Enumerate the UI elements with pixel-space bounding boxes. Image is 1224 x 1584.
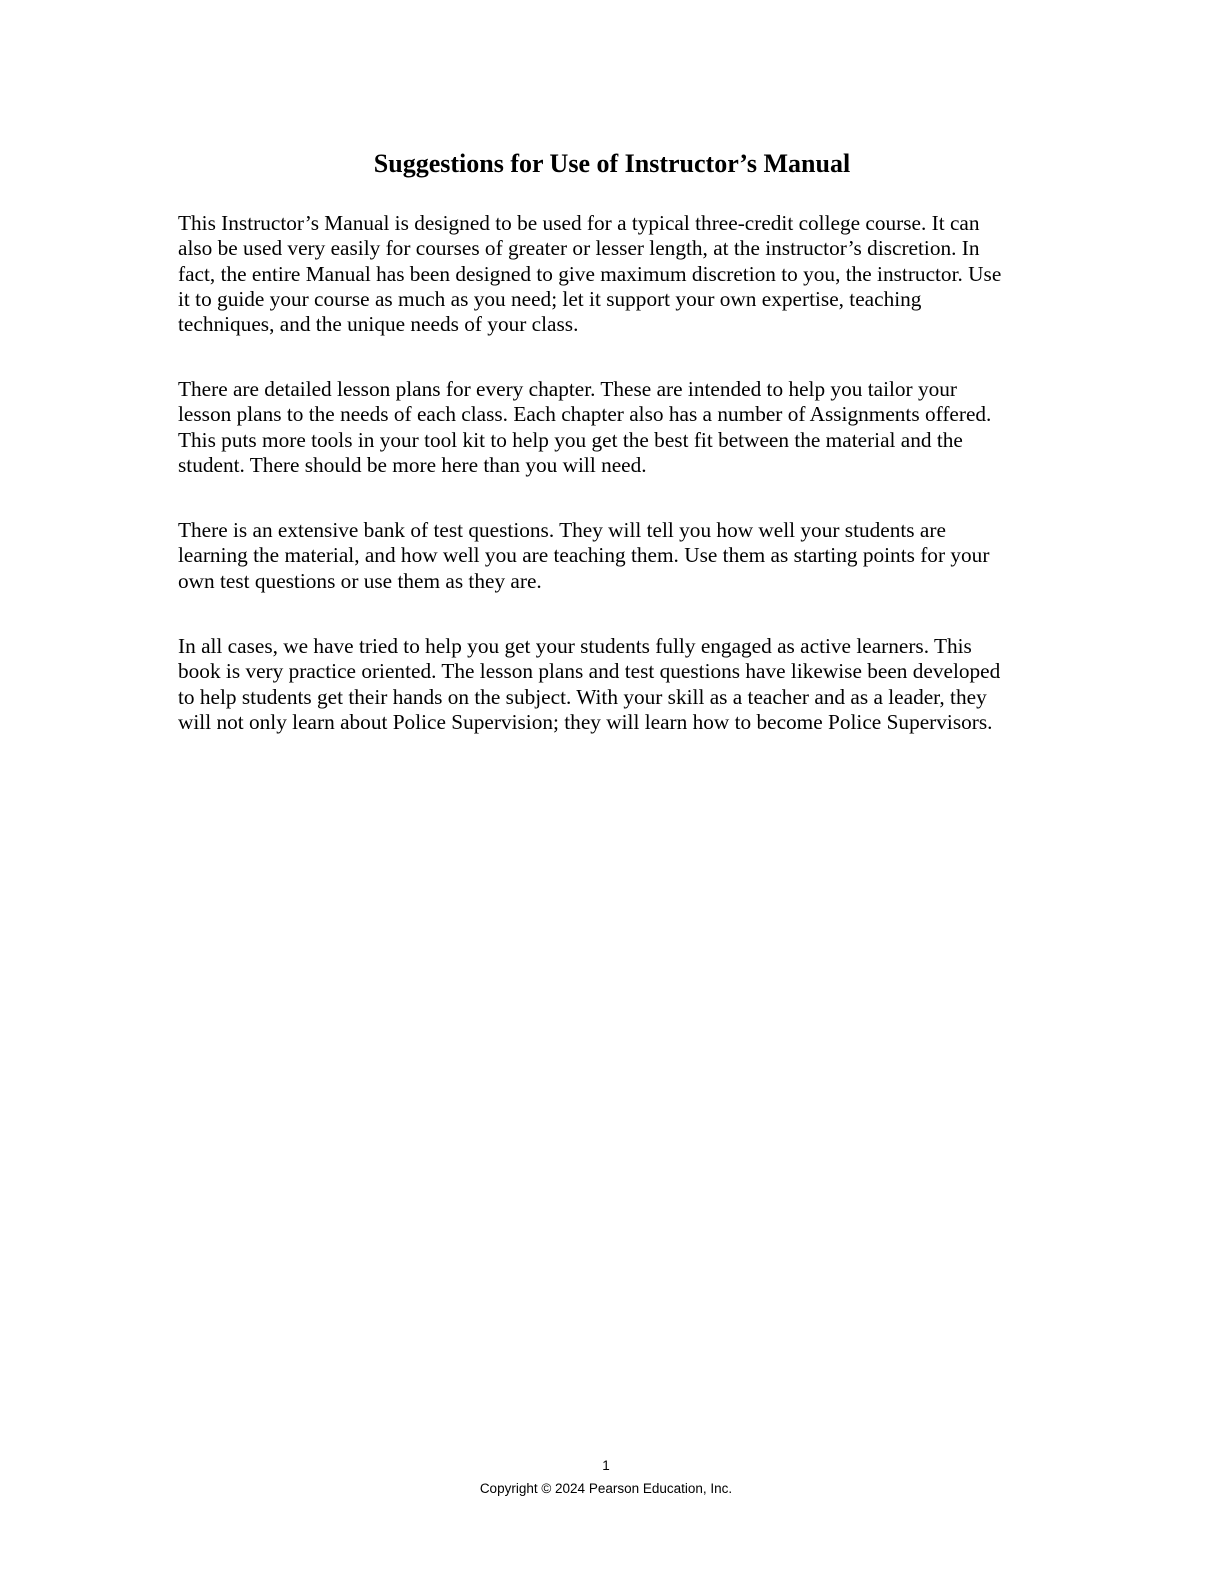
paragraph-line: it to guide your course as much as you need; let it support your own expertise, teaching xyxy=(178,286,922,311)
paragraph-line: to help students get their hands on the subject. With your skill as a teacher and as a leader, they xyxy=(178,684,987,709)
paragraph-test-bank xyxy=(178,518,1038,594)
paragraph-line: In all cases, we have tried to help you get your students fully engaged as active learners. This xyxy=(178,634,972,658)
paragraph-line: also be used very easily for courses of greater or lesser length, at the instructor’s discretion. In xyxy=(178,236,980,261)
copyright-notice: Copyright © 2024 Pearson Education, Inc. xyxy=(479,1481,733,1496)
paragraph-line: student. There should be more here than you will need. xyxy=(178,452,647,477)
paragraph-line: There is an extensive bank of test questions. They will tell you how well your students are xyxy=(178,518,946,542)
paragraph-line: book is very practice oriented. The lesson plans and test questions have likewise been developed xyxy=(178,659,1001,684)
paragraph-line: This Instructor’s Manual is designed to be used for a typical three-credit college course. It can xyxy=(178,211,980,235)
paragraph-line: learning the material, and how well you are teaching them. Use them as starting points for your xyxy=(178,543,990,568)
paragraph-line: There are detailed lesson plans for every chapter. These are intended to help you tailor your xyxy=(178,377,958,401)
paragraph-line: techniques, and the unique needs of your class. xyxy=(178,312,579,337)
page-title: Suggestions for Use of Instructor’s Manual xyxy=(373,149,851,178)
paragraph-line: own test questions or use them as they are. xyxy=(178,568,542,593)
paragraph-line: fact, the entire Manual has been designed to give maximum discretion to you, the instructor. Use xyxy=(178,261,1002,286)
paragraph-line: lesson plans to the needs of each class. Each chapter also has a number of Assignments offered. xyxy=(178,402,992,427)
paragraph-lesson-plans xyxy=(178,377,1038,478)
paragraph-line: This puts more tools in your tool kit to help you get the best fit between the material and the xyxy=(178,427,963,452)
paragraph-line: will not only learn about Police Supervision; they will learn how to become Police Supervisors. xyxy=(178,709,993,734)
paragraph-conclusion xyxy=(178,634,1038,735)
paragraph-intro xyxy=(178,211,1038,337)
page-number: 1 xyxy=(602,1458,610,1473)
